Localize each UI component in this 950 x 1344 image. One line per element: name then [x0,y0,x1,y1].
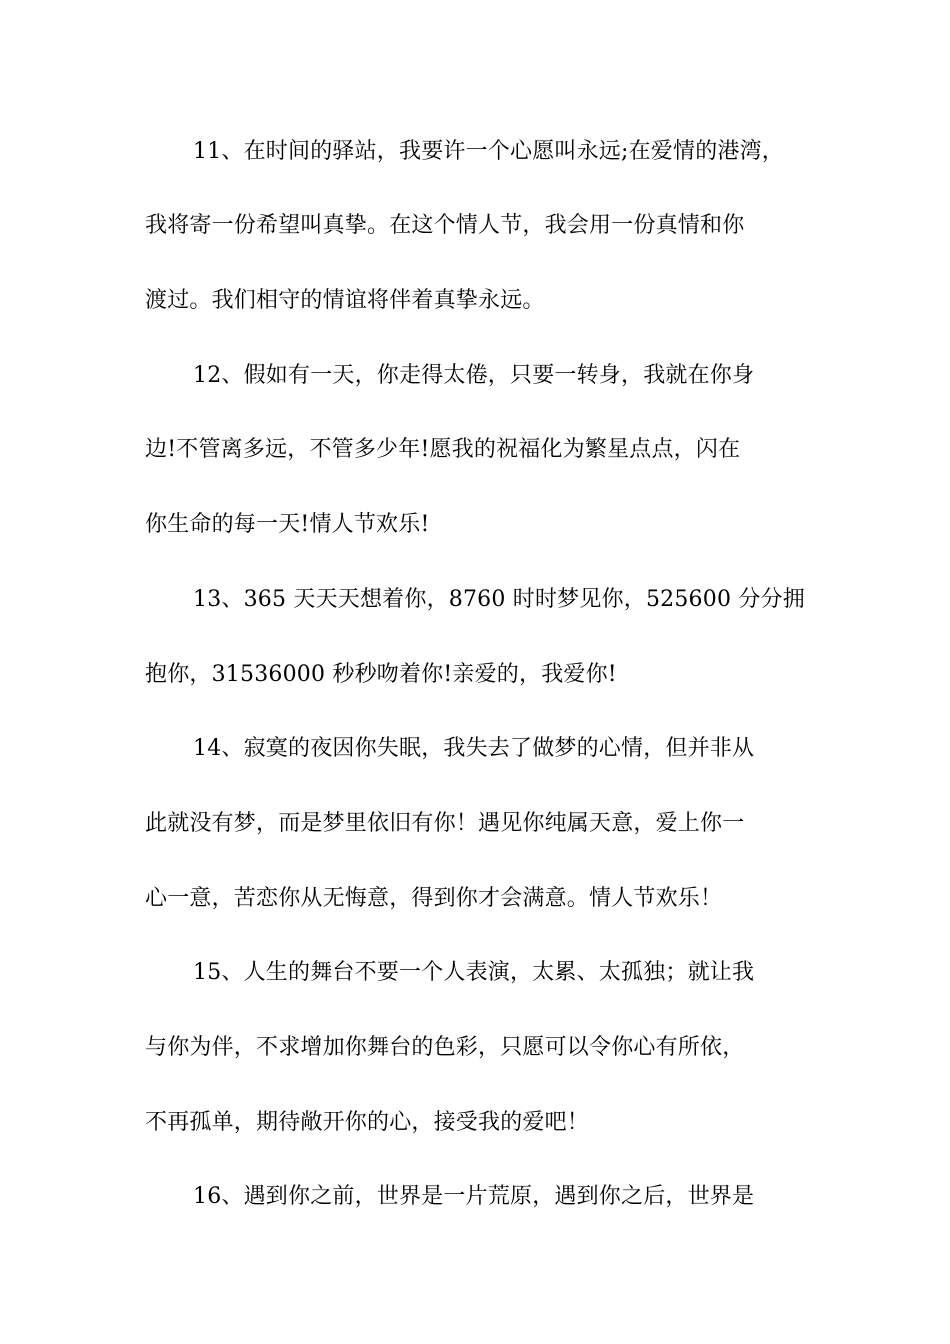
paragraph-14-line-3: 心一意，苦恋你从无悔意，得到你才会满意。情人节欢乐！ [145,886,723,911]
paragraph-12-line-3: 你生命的每一天!情人节欢乐! [145,512,430,537]
paragraph-15-line-1: 15、人生的舞台不要一个人表演，太累、太孤独；就让我 [193,960,755,985]
paragraph-15-line-2: 与你为伴，不求增加你舞台的色彩，只愿可以令你心有所依， [145,1035,745,1060]
paragraph-16-line-1: 16、遇到你之前，世界是一片荒原，遇到你之后，世界是 [193,1184,755,1209]
paragraph-12-line-2: 边!不管离多远，不管多少年!愿我的祝福化为繁星点点，闪在 [145,437,741,462]
paragraph-13-line-1: 13、365 天天天想着你，8760 时时梦见你，525600 分分拥 [193,587,805,612]
paragraph-14-line-2: 此就没有梦，而是梦里依旧有你！遇见你纯属天意，爱上你一 [145,811,745,836]
paragraph-13-line-2: 抱你，31536000 秒秒吻着你!亲爱的，我爱你! [145,662,617,687]
paragraph-11-line-1: 11、在时间的驿站，我要许一个心愿叫永远;在爱情的港湾， [193,139,785,164]
paragraph-15-line-3: 不再孤单，期待敞开你的心，接受我的爱吧！ [145,1110,590,1135]
paragraph-11-line-2: 我将寄一份希望叫真挚。在这个情人节，我会用一份真情和你 [145,213,745,238]
paragraph-12-line-1: 12、假如有一天，你走得太倦，只要一转身，我就在你身 [193,363,755,388]
paragraph-14-line-1: 14、寂寞的夜因你失眠，我失去了做梦的心情，但并非从 [193,736,755,761]
paragraph-11-line-3: 渡过。我们相守的情谊将伴着真挚永远。 [145,288,545,313]
